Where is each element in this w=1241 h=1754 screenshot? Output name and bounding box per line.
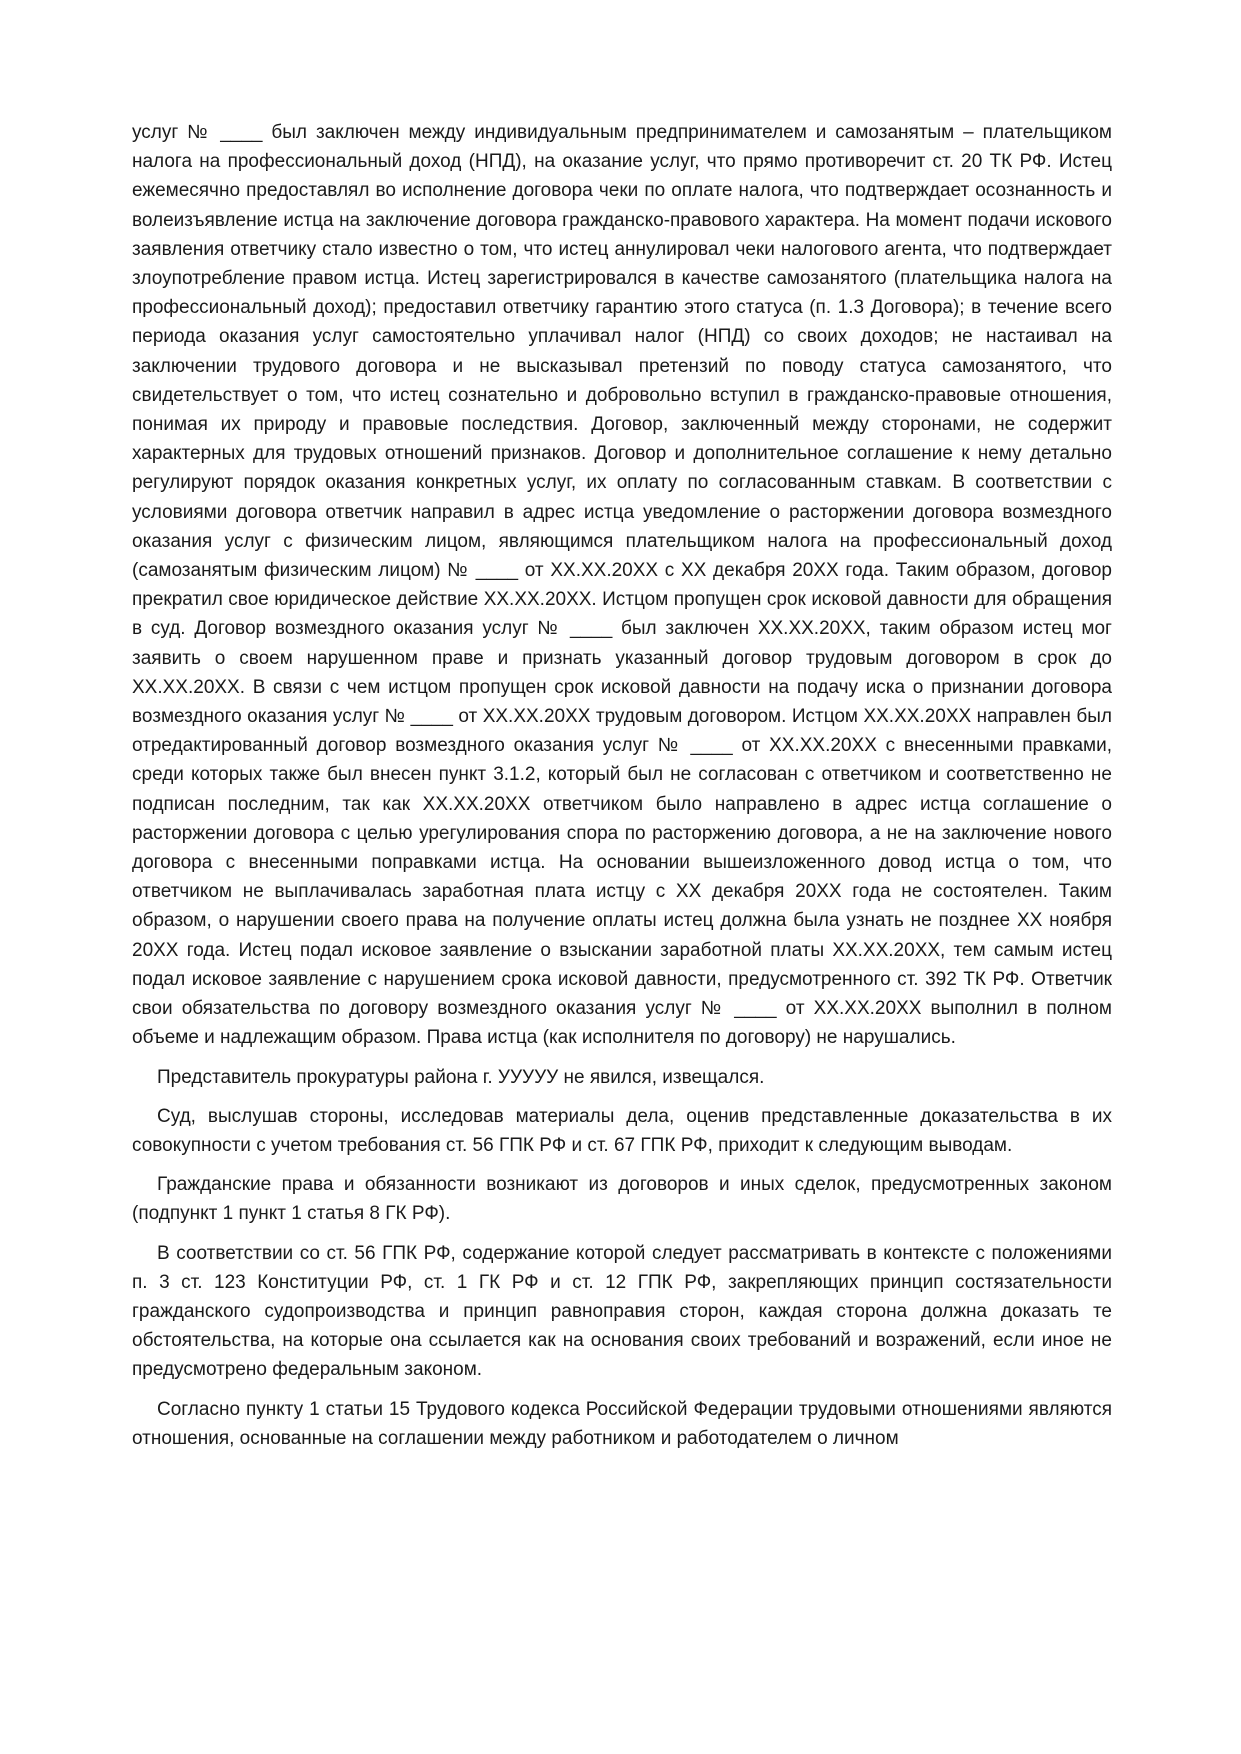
paragraph-burden-of-proof: В соответствии со ст. 56 ГПК РФ, содержание которой следует рассматривать в контексте с положениями п. 3 ст. 123 Конституции РФ, ст. 1 ГК РФ и ст. 12 ГПК РФ, закрепляющих принцип состязательности гражданского судопроизводства и принцип равноправия сторон, каждая сторона должна доказать те обстоятельства, на которые она ссылается как на основания своих требований и возражений, если иное не предусмотрено федеральным законом. xyxy=(132,1242,1112,1381)
document-body xyxy=(132,118,1112,1463)
paragraph-court-findings: Суд, выслушав стороны, исследовав материалы дела, оценив представленные доказательства в их совокупности с учетом требования ст. 56 ГПК РФ и ст. 67 ГПК РФ, приходит к следующим выводам. xyxy=(132,1105,1112,1156)
paragraph-labor-relations: Согласно пункту 1 статьи 15 Трудового кодекса Российской Федерации трудовыми отношениями являются отношения, основанные на соглашении между работником и работодателем о личном xyxy=(132,1398,1112,1449)
paragraph-civil-rights: Гражданские права и обязанности возникают из договоров и иных сделок, предусмотренных законом (подпункт 1 пункт 1 статья 8 ГК РФ). xyxy=(132,1174,1112,1225)
paragraph-prosecutor-absence: Представитель прокуратуры района г. УУУУУ не явился, извещался. xyxy=(157,1066,765,1088)
paragraph-respondent-position: услуг № ____ был заключен между индивидуальным предпринимателем и самозанятым – плательщиком налога на профессиональный доход (НПД), на оказание услуг, что прямо противоречит ст. 20 ТК РФ. Истец ежемесячно предоставлял во исполнение договора чеки по оплате налога, что подтверждает осознанность и волеизъявление истца на заключение договора гражданско-правового характера. На момент подачи искового заявления ответчику стало известно о том, что истец аннулировал чеки налогового агента, что подтверждает злоупотребление правом истца. Истец зарегистрировался в качестве самозанятого (плательщика налога на профессиональный доход); предоставил ответчику гарантию этого статуса (п. 1.3 Договора); в течение всего периода оказания услуг самостоятельно уплачивал налог (НПД) со своих доходов; не настаивал на заключении трудового договора и не высказывал претензий по поводу статуса самозанятого, что свидетельствует о том, что истец сознательно и добровольно вступил в гражданско-правовые отношения, понимая их природу и правовые последствия. Договор, заключенный между сторонами, не содержит характерных для трудовых отношений признаков. Договор и дополнительное соглашение к нему детально регулируют порядок оказания конкретных услуг, их оплату по согласованным ставкам. В соответствии с условиями договора ответчик направил в адрес истца уведомление о расторжении договора возмездного оказания услуг с физическим лицом, являющимся плательщиком налога на профессиональный доход (самозанятым физическим лицом) № ____ от ХХ.ХХ.20ХХ с ХХ декабря 20ХХ года. Таким образом, договор прекратил свое юридическое действие ХХ.ХХ.20ХХ. Истцом пропущен срок исковой давности для обращения в суд. Договор возмездного оказания услуг № ____ был заключен ХХ.ХХ.20ХХ, таким образом истец мог заявить о своем нарушенном праве и признать указанный договор трудовым договором в срок до ХХ.ХХ.20ХХ. В связи с чем истцом пропущен срок исковой давности на подачу иска о признании договора возмездного оказания услуг № ____ от ХХ.ХХ.20ХХ трудовым договором. Истцом ХХ.ХХ.20ХХ направлен был отредактированный договор возмездного оказания услуг № ____ от ХХ.ХХ.20ХХ с внесенными правками, среди которых также был внесен пункт 3.1.2, который был не согласован с ответчиком и соответственно не подписан последним, так как ХХ.ХХ.20ХХ ответчиком было направлено в адрес истца соглашение о расторжении договора с целью урегулирования спора по расторжению договора, а не на заключение нового договора с внесенными поправками истца. На основании вышеизложенного довод истца о том, что ответчиком не выплачивалась заработная плата истцу с ХХ декабря 20ХХ года не состоятелен. Таким образом, о нарушении своего права на получение оплаты истец должна была узнать не позднее ХХ ноября 20ХХ года. Истец подал исковое заявление о взыскании заработной платы ХХ.ХХ.20ХХ, тем самым истец подал исковое заявление с нарушением срока исковой давности, предусмотренного ст. 392 ТК РФ. Ответчик свои обязательства по договору возмездного оказания услуг № ____ от ХХ.ХХ.20ХХ выполнил в полном объеме и надлежащим образом. Права истца (как исполнителя по договору) не нарушались. xyxy=(132,122,1112,1049)
